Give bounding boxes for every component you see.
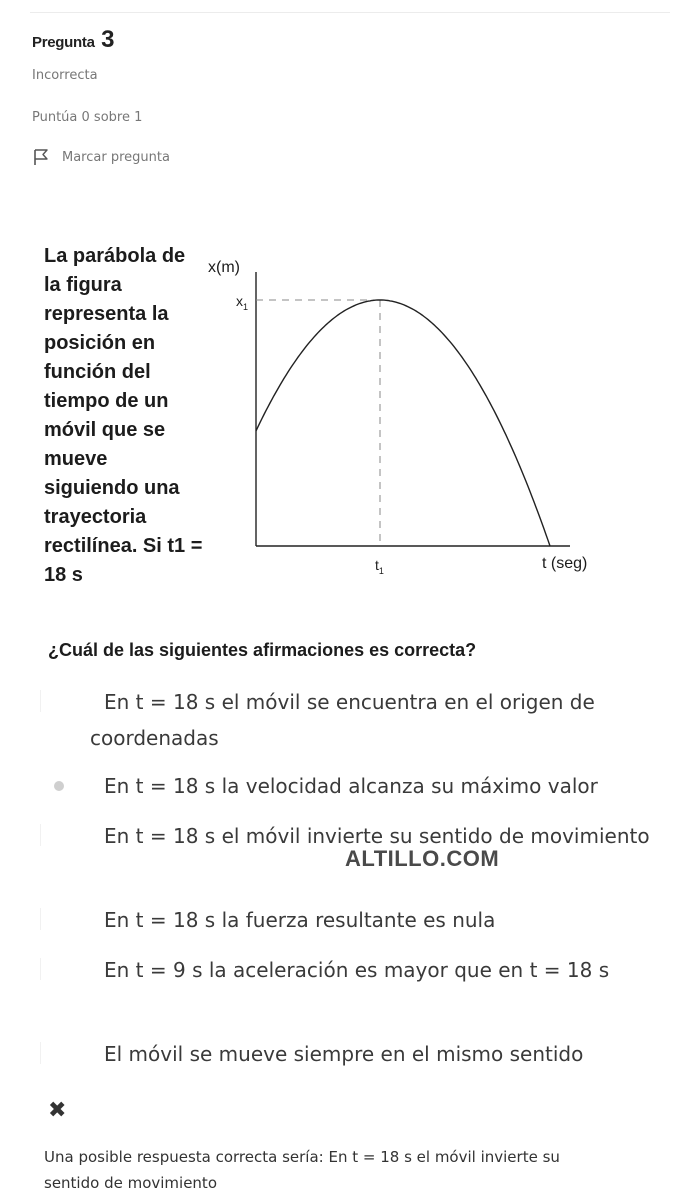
question-label: Pregunta (32, 34, 95, 51)
option-6-marker (40, 1042, 41, 1064)
option-2[interactable]: En t = 18 s la velocidad alcanza su máximo valor (104, 774, 598, 798)
question-number: 3 (101, 26, 115, 53)
option-4[interactable]: En t = 18 s la fuerza resultante es nula (104, 908, 496, 932)
question-state: Incorrecta (32, 68, 98, 83)
question-header (32, 26, 114, 54)
flag-question-link[interactable] (32, 148, 170, 166)
option-2-radio-selected[interactable] (54, 781, 64, 791)
option-1-marker (40, 690, 41, 712)
top-divider (30, 12, 670, 13)
y-axis-label: x(m) (208, 259, 240, 276)
question-grade: Puntúa 0 sobre 1 (32, 110, 143, 125)
y-tick-label: $x_1$ (236, 293, 249, 312)
position-curve (256, 300, 550, 546)
cross-icon: ✖ (48, 1098, 67, 1123)
flag-question-label: Marcar pregunta (62, 149, 170, 165)
option-4-marker (40, 908, 41, 930)
option-5-marker (40, 958, 41, 980)
correct-answer-feedback: Una posible respuesta correcta sería: En t = 18 s el móvil invierte su sentido de movimiento (44, 1148, 560, 1192)
question-stem: La parábola de la figura representa la posición en función del tiempo de un móvil que se mueve siguiendo una trayectoria rectilínea. Si t1 = 18 s (44, 245, 203, 586)
option-5[interactable]: En t = 9 s la aceleración es mayor que en t = 18 s (104, 958, 610, 982)
position-time-graph (200, 250, 620, 590)
x-tick-label: $t_1$ (375, 557, 384, 576)
flag-icon (32, 148, 50, 166)
option-1[interactable]: En t = 18 s el móvil se encuentra en el origen de coordenadas (90, 690, 595, 750)
option-3-marker (40, 824, 41, 846)
option-6[interactable]: El móvil se mueve siempre en el mismo sentido (104, 1042, 584, 1066)
x-axis-label: t (seg) (542, 555, 588, 572)
option-3[interactable]: En t = 18 s el móvil invierte su sentido de movimiento (104, 824, 650, 848)
watermark-text: ALTILLO.COM (345, 846, 500, 871)
question-prompt: ¿Cuál de las siguientes afirmaciones es correcta? (48, 640, 477, 660)
